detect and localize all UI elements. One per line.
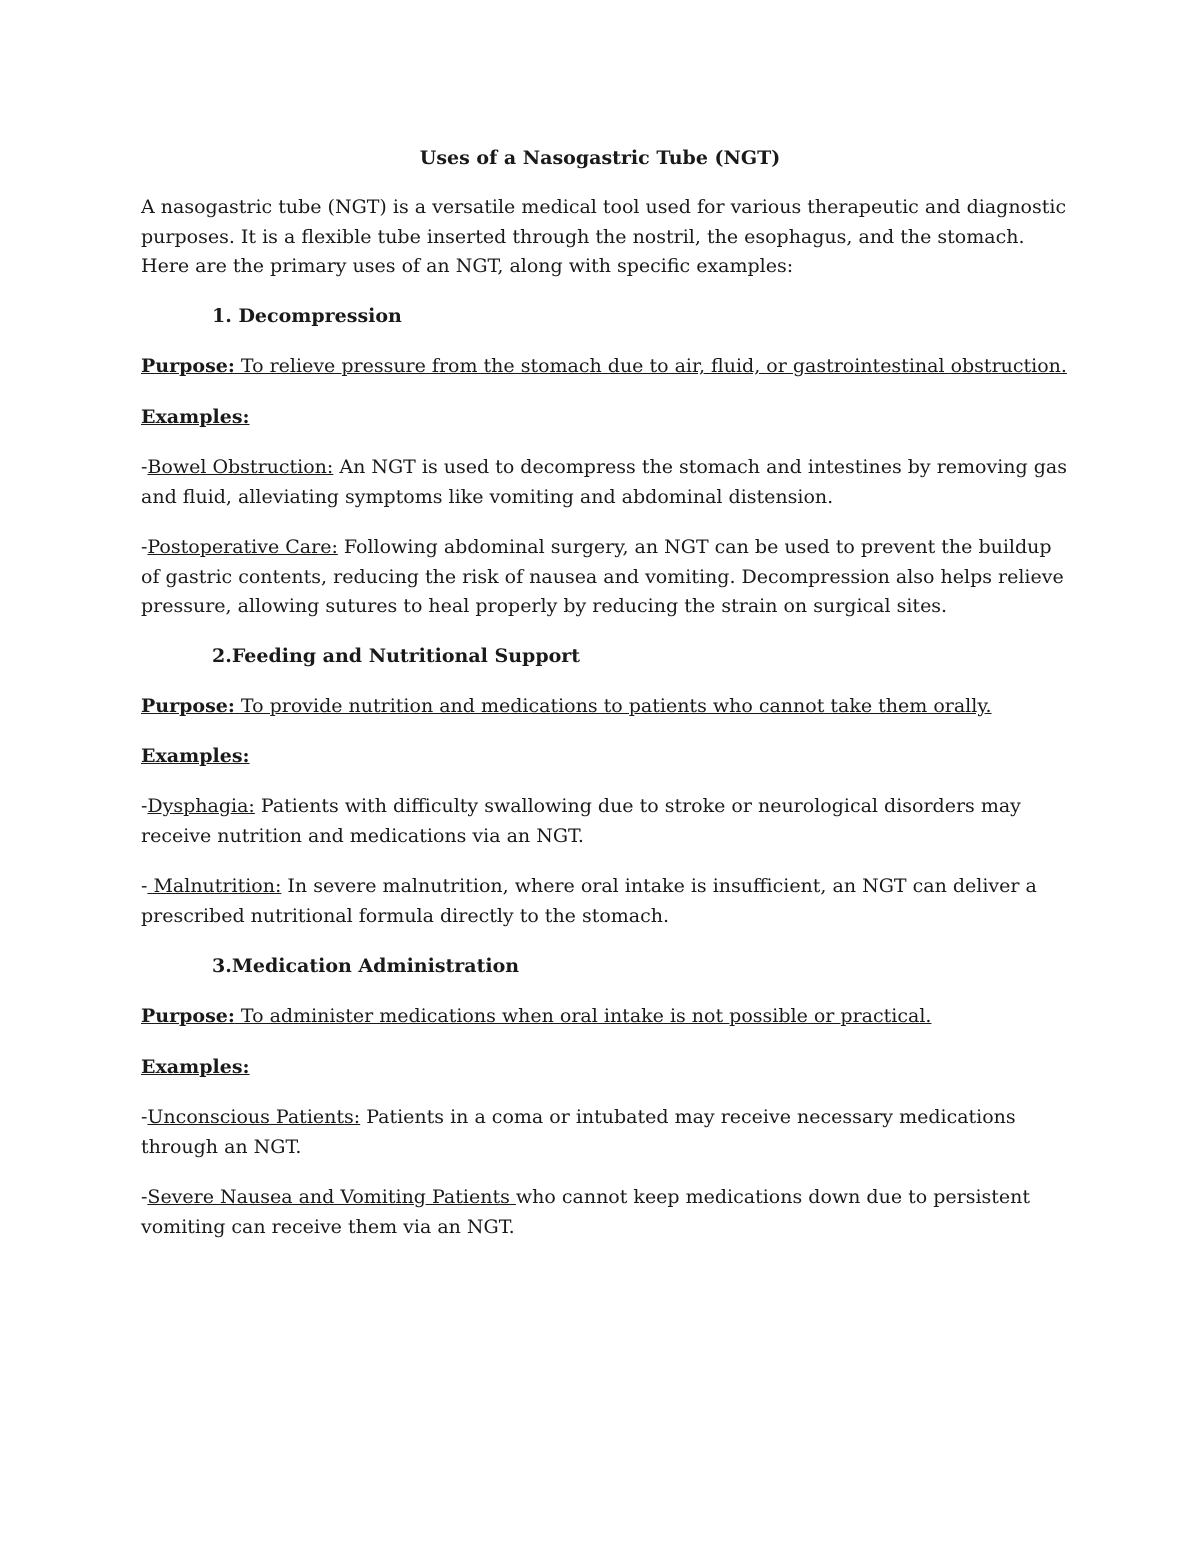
example-term: Unconscious Patients: [147,1106,361,1128]
example-term: Dysphagia: [147,795,255,817]
section-3-example-2 [141,1183,1071,1242]
example-prefix: - [141,536,148,558]
section-1-example-1 [141,453,1071,512]
example-prefix: - [141,1186,148,1208]
example-text: In severe malnutrition, where oral intake is insufficient, an NGT can deliver a prescribed nutritional formula directly to the stomach. [141,875,1037,927]
purpose-text: To relieve pressure from the stomach due to air, fluid, or gastrointestinal obstruction. [234,355,1067,377]
example-text: Patients in a coma or intubated may receive necessary medications through an NGT. [141,1106,1016,1158]
section-2-example-2 [141,872,1071,931]
examples-label: Examples: [141,745,250,767]
section-3-heading: 3.Medication Administration [212,955,520,977]
document-title: Uses of a Nasogastric Tube (NGT) [419,147,781,169]
section-1-purpose [141,352,1071,382]
example-text: Following abdominal surgery, an NGT can be used to prevent the buildup of gastric contents, reducing the risk of nausea and vomiting. Decompression also helps relieve pressure, allowing sutures to heal properly by reducing the strain on surgical sites. [141,536,1064,617]
examples-label: Examples: [141,406,250,428]
purpose-label: Purpose: [141,695,235,717]
section-2-purpose [141,692,1071,722]
section-3-example-1 [141,1103,1071,1162]
example-text: Patients with difficulty swallowing due to stroke or neurological disorders may receive nutrition and medications via an NGT. [141,795,1021,847]
purpose-text: To administer medications when oral intake is not possible or practical. [234,1005,932,1027]
section-2-example-1 [141,792,1071,851]
example-prefix: - [141,875,148,897]
example-text: who cannot keep medications down due to persistent vomiting can receive them via an NGT. [141,1186,1031,1238]
purpose-text: To provide nutrition and medications to patients who cannot take them orally. [234,695,992,717]
purpose-label: Purpose: [141,355,235,377]
example-term: Bowel Obstruction: [147,456,334,478]
example-term: Malnutrition: [147,875,282,897]
intro-paragraph: A nasogastric tube (NGT) is a versatile medical tool used for various therapeutic and diagnostic purposes. It is a flexible tube inserted through the nostril, the esophagus, and the stomach. Here are the primary uses of an NGT, along with specific examples: [141,196,1067,277]
example-prefix: - [141,456,148,478]
section-2-examples-label [141,742,1071,772]
section-3-examples-label [141,1053,1071,1083]
examples-label: Examples: [141,1056,250,1078]
section-1-heading: 1. Decompression [212,305,402,327]
example-term: Postoperative Care: [147,536,338,558]
section-1-examples-label [141,403,1071,433]
purpose-label: Purpose: [141,1005,235,1027]
example-prefix: - [141,795,148,817]
example-prefix: - [141,1106,148,1128]
section-3-purpose [141,1002,1071,1032]
example-term: Severe Nausea and Vomiting Patients [147,1186,516,1208]
section-1-example-2 [141,533,1071,622]
section-2-heading: 2.Feeding and Nutritional Support [212,645,581,667]
example-text: An NGT is used to decompress the stomach and intestines by removing gas and fluid, alleviating symptoms like vomiting and abdominal distension. [141,456,1067,508]
